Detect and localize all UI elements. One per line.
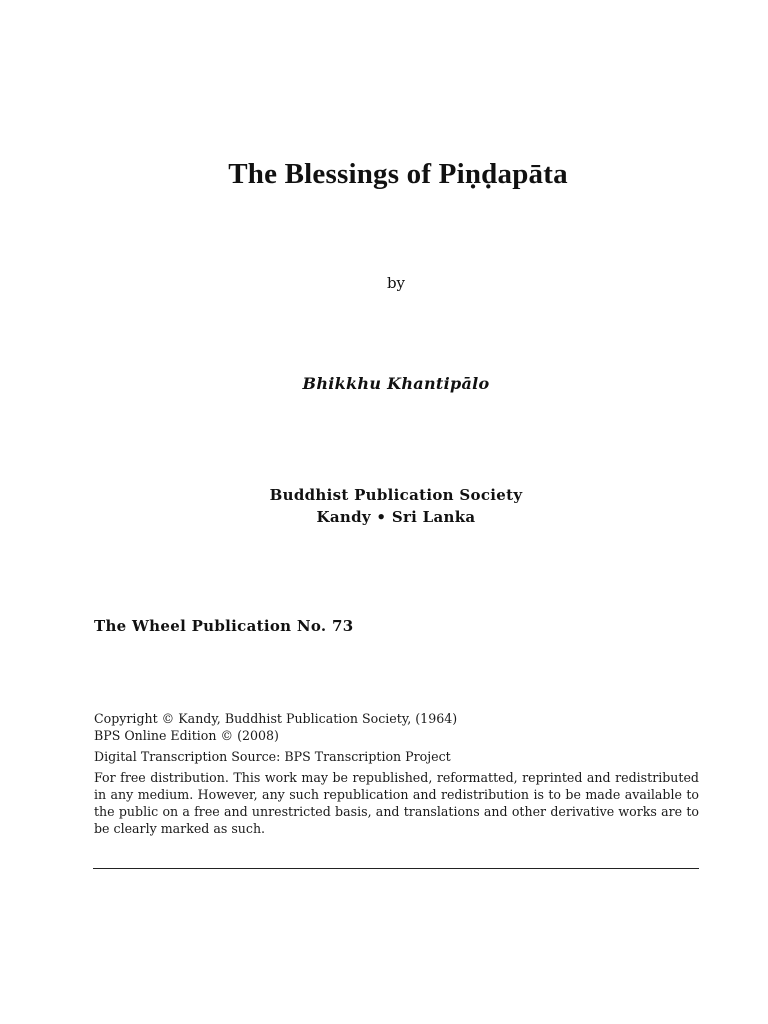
online-edition-line: BPS Online Edition © (2008) (94, 728, 279, 743)
page-title: The Blessings of Piṇḍapāta (228, 158, 568, 190)
publisher-location: Kandy • Sri Lanka (316, 508, 476, 526)
byline: by (386, 274, 406, 292)
series-number: The Wheel Publication No. 73 (94, 617, 354, 635)
transcription-source: Digital Transcription Source: BPS Transcription Project (94, 749, 451, 764)
author-name: Bhikkhu Khantipālo (302, 374, 490, 393)
distribution-notice: For free distribution. This work may be republished, reformatted, reprinted and redistributed in any medium. However, any such republication and redistribution is to be made available to the public on a free and unrestricted basis, and translations and other derivative works are to be clearly marked as such. (94, 770, 699, 836)
publisher-block (0, 484, 768, 528)
copyright-line: Copyright © Kandy, Buddhist Publication Society, (1964) (94, 711, 458, 726)
horizontal-rule (93, 868, 699, 869)
copyright-block (94, 710, 699, 837)
publisher-name: Buddhist Publication Society (269, 486, 523, 504)
